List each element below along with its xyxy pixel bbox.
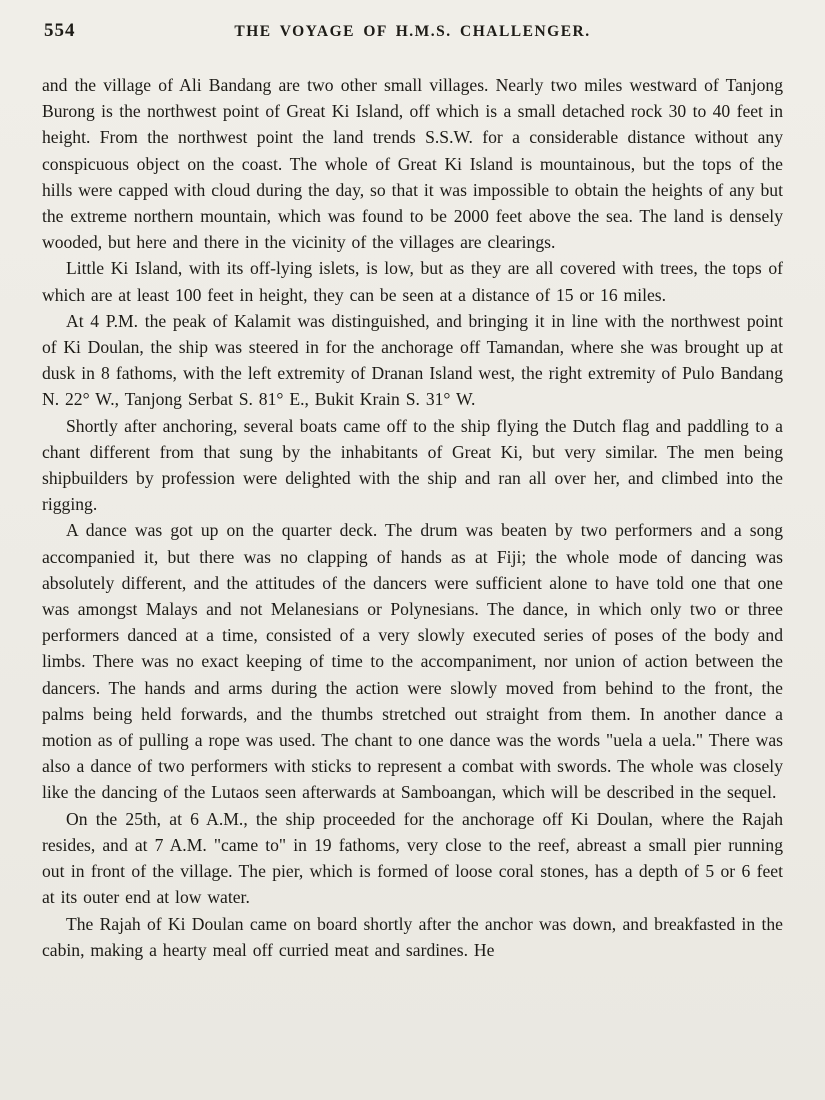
paragraph-5: A dance was got up on the quarter deck. The drum was beaten by two performers and a song accompanied it, but there was no clapping of hands as at Fiji; the whole mode of dancing was absolutely different, and the attitudes of the dancers were sufficient alone to have told one that one was amongst Malays and not Melanesians or Polynesians. The dance, in which only two or three performers danced at a time, consisted of a very slowly executed series of poses of the body and limbs. There was no exact keeping of time to the accompaniment, nor union of action between the dancers. The hands and arms during the action were slowly moved from behind to the front, the palms being held forwards, and the thumbs stretched out straight from them. In another dance a motion as of pulling a rope was used. The chant to one dance was the words "uela a uela." There was also a dance of two performers with sticks to represent a combat with swords. The whole was closely like the dancing of the Lutaos seen afterwards at Samboangan, which will be described in the sequel. — [42, 520, 783, 803]
paragraph-4: Shortly after anchoring, several boats came off to the ship flying the Dutch flag and paddling to a chant different from that sung by the inhabitants of Great Ki, but very similar. The men being shipbuilders by profession were delighted with the ship and ran all over her, and climbed into the rigging. — [42, 415, 783, 515]
paragraph-2: Little Ki Island, with its off-lying islets, is low, but as they are all covered with trees, the tops of which are at least 100 feet in height, they can be seen at a distance of 15 or 16 miles. — [42, 258, 783, 305]
paragraph-6: On the 25th, at 6 A.M., the ship proceeded for the anchorage off Ki Doulan, where the Rajah resides, and at 7 A.M. "came to" in 19 fathoms, very close to the reef, abreast a small pier running out in front of the village. The pier, which is formed of loose coral stones, has a depth of 5 or 6 feet at its outer end at low water. — [42, 808, 783, 908]
page-body — [42, 72, 783, 963]
page-number: 554 — [44, 20, 76, 41]
page-header — [42, 20, 783, 54]
paragraph-1: and the village of Ali Bandang are two other small villages. Nearly two miles westward of Tanjong Burong is the northwest point of Great Ki Island, off which is a small detached rock 30 to 40 feet in height. From the northwest point the land trends S.S.W. for a considerable distance without any conspicuous object on the coast. The whole of Great Ki Island is mountainous, but the tops of the hills were capped with cloud during the day, so that it was impossible to obtain the heights of any but the extreme northern mountain, which was found to be 2000 feet above the sea. The land is densely wooded, but here and there in the vicinity of the villages are clearings. — [42, 75, 783, 253]
paragraph-3: At 4 P.M. the peak of Kalamit was distinguished, and bringing it in line with the northwest point of Ki Doulan, the ship was steered in for the anchorage off Tamandan, where she was brought up at dusk in 8 fathoms, with the left extremity of Dranan Island west, the right extremity of Pulo Bandang N. 22° W., Tanjong Serbat S. 81° E., Bukit Krain S. 31° W. — [42, 310, 783, 410]
running-title: THE VOYAGE OF H.M.S. CHALLENGER. — [234, 23, 591, 40]
paragraph-7: The Rajah of Ki Doulan came on board shortly after the anchor was down, and breakfasted in the cabin, making a hearty meal off curried meat and sardines. He — [42, 913, 783, 960]
